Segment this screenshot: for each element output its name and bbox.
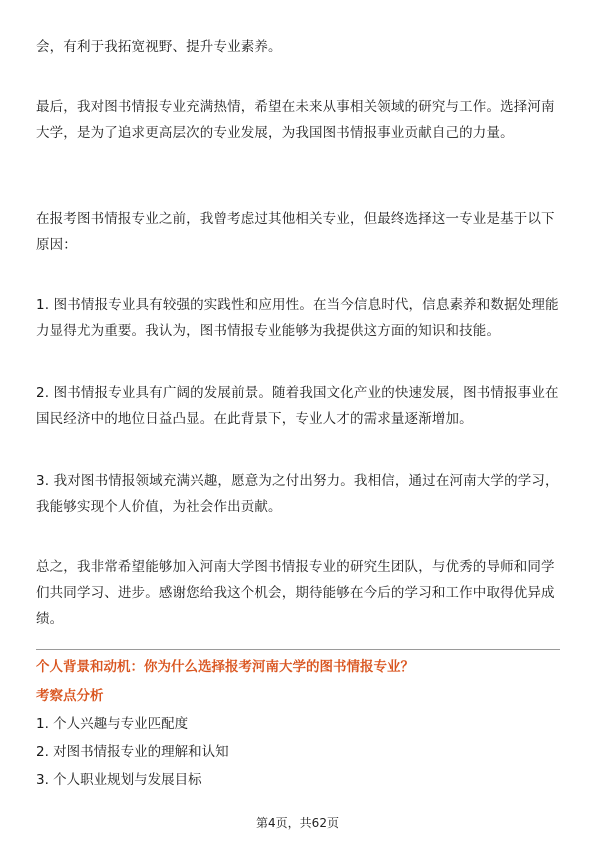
section-divider: [36, 649, 560, 650]
analysis-point: 2. 对图书情报专业的理解和认知: [36, 744, 229, 760]
paragraph-reason-1: 1. 图书情报专业具有较强的实践性和应用性。在当今信息时代，信息素养和数据处理能力显得尤为重要。我认为，图书情报专业能够为我提供这方面的知识和技能。: [36, 297, 559, 339]
paragraph-conclusion: 总之，我非常希望能够加入河南大学图书情报专业的研究生团队，与优秀的导师和同学们共同学习、进步。感谢您给我这个机会，期待能够在今后的学习和工作中取得优异成绩。: [36, 559, 555, 627]
paragraph-intro-continuation: 会，有利于我拓宽视野、提升专业素养。: [36, 39, 282, 55]
paragraph-final-motivation: 最后，我对图书情报专业充满热情，希望在未来从事相关领域的研究与工作。选择河南大学，是为了追求更高层次的专业发展，为我国图书情报事业贡献自己的力量。: [36, 99, 555, 141]
analysis-heading: 考察点分析: [36, 688, 104, 704]
analysis-point: 3. 个人职业规划与发展目标: [36, 772, 202, 788]
page-number: 第4页，共62页: [256, 816, 339, 830]
paragraph-reason-2: 2. 图书情报专业具有广阔的发展前景。随着我国文化产业的快速发展，图书情报事业在国民经济中的地位日益凸显。在此背景下，专业人才的需求量逐渐增加。: [36, 385, 559, 427]
paragraph-reasons-intro: 在报考图书情报专业之前，我曾考虑过其他相关专业，但最终选择这一专业是基于以下原因：: [36, 211, 555, 253]
interview-question-title: 个人背景和动机：你为什么选择报考河南大学的图书情报专业？: [36, 659, 414, 675]
paragraph-reason-3: 3. 我对图书情报领域充满兴趣，愿意为之付出努力。我相信，通过在河南大学的学习，我能够实现个人价值，为社会作出贡献。: [36, 473, 559, 515]
analysis-point: 1. 个人兴趣与专业匹配度: [36, 716, 189, 732]
